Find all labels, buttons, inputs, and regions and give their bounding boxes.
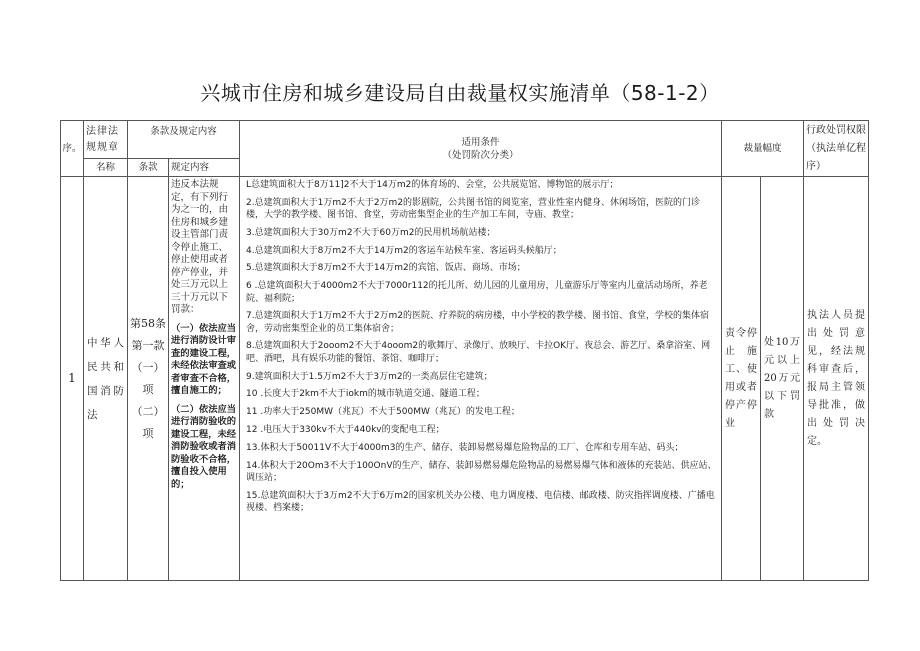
page-title: 兴城市住房和城乡建设局自由裁量权实施清单（58-1-2） <box>200 81 720 105</box>
header-law-group: 法律法规规章 <box>84 121 128 159</box>
row-law-name: 中华人民共和国消防法 <box>84 177 128 581</box>
condition-item: 8.总建筑面积大于2ooom2不大于4ooom2的歌舞厅、录像厅、放映厅、卡拉OK厅、夜总会、游艺厅、桑拿浴室、网吧、酒吧，具有娱乐功能的餐馆、茶馆、咖啡厅； <box>246 341 711 364</box>
header-range: 裁量幅度 <box>722 121 804 177</box>
condition-item: 5.总建筑面积大于8万m2不大于14万m2的宾馆、饭店、商场、市场； <box>246 263 526 274</box>
header-clause: 条款 <box>128 159 169 177</box>
condition-item: 3.总建筑面积大于30万m2不大于60万m2的民用机场航站楼； <box>246 227 496 238</box>
condition-item: 9.建筑面积大于1.5万m2不大于3万m2的一类高层住宅建筑； <box>246 371 493 382</box>
row-measure: 责令停止施工、使用或者停产停业 <box>722 177 761 581</box>
header-provision: 规定内容 <box>169 159 240 177</box>
provision-item-2: （二）依法应当进行消防验收的建设工程，未经消防验收或者消防验收不合格，擅自投入使用的； <box>171 403 237 490</box>
condition-item: 10 .长度大于2km不大于iokm的城市轨道交通、隧道工程； <box>246 389 485 400</box>
header-seq: 序。 <box>61 121 84 177</box>
row-provision <box>169 177 240 581</box>
row-authority: 执法人员提出处罚意见，经法规科审查后，报局主管领导批准，做出处罚决定。 <box>804 177 869 581</box>
row-seq: 1 <box>61 177 84 581</box>
row-conditions <box>240 177 722 581</box>
condition-item: 12 .电压大于330kv不大于440kv的变配电工程； <box>246 424 445 435</box>
condition-item: 6 .总建筑面积大于4000m2不大于7000r112的托儿所、幼儿园的儿童用房，儿童游乐厅等室内儿童活动场所，养老院、福利院； <box>246 281 708 304</box>
condition-item: 7.总建筑面积大于1万m2不大于2万m2的医院、疗养院的病房楼，中小学校的教学楼、图书馆、食堂，学校的集体宿舍，劳动密集型企业的员工集体宿舍； <box>246 311 710 334</box>
discretion-table <box>60 120 869 581</box>
condition-item: 14.体积大于20Om3不大于100OnV的生产、储存、装卸易燃易爆危险物品的易燃易爆气体和液体的充装站、供应站、调压站； <box>246 460 717 483</box>
row-range: 处10万元以上20万元以下罚款 <box>761 177 804 581</box>
header-condition <box>240 121 722 177</box>
condition-item: 2.总建筑面积大于1万m2不大于2万m2的影剧院，公共图书馆的阅览室，营业性室内健身、休闲场馆，医院的门诊楼，大学的教学楼、图书馆、食堂，劳动密集型企业的生产加工车间，寺庙、教堂； <box>246 197 701 221</box>
condition-item: L总建筑面积大于8万11]2不大于14万m2的体育场的、会堂，公共展览馆、博物馆的展示厅； <box>246 180 619 190</box>
condition-item: 15.总建筑面积大于3万m2不大于6万m2的国家机关办公楼、电力调度楼、电信楼、邮政楼、防灾指挥调度楼、广播电视楼、档案楼； <box>246 490 715 513</box>
header-authority: 行政处罚权限（执法单亿程序） <box>804 121 869 177</box>
provision-intro: 违反本法规定，有下列行为之一的，由住房和城乡建设主管部门责令停止施工、停止使用或者停产停业，并处三万元以上三十万元以下罚款： <box>171 179 229 315</box>
condition-item: 11 .功率大于250MW（兆瓦）不大于500MW（兆瓦）的发电工程； <box>246 407 520 418</box>
header-condition-title: 适用条件 <box>461 136 500 148</box>
header-name: 名称 <box>84 159 128 177</box>
header-clause-group: 条款及规定内容 <box>128 121 240 159</box>
row-clause: 第58条第一款（一）项（二）项 <box>128 177 169 581</box>
header-condition-sub: （处罚阶次分类） <box>442 149 519 161</box>
condition-item: 13.体积大于50011V不大于4000m3的生产、储存、装卸易燃易爆危险物品的工厂、仓库和专用车站、码头； <box>246 442 684 453</box>
provision-item-1: （一）依法应当进行消防设计审查的建设工程，未经依法审查或者审查不合格，擅自施工的； <box>171 322 237 396</box>
condition-item: 4.总建筑面积大于8万m2不大于14万m2的客运车站候车室、客运码头候船厅； <box>246 245 562 256</box>
